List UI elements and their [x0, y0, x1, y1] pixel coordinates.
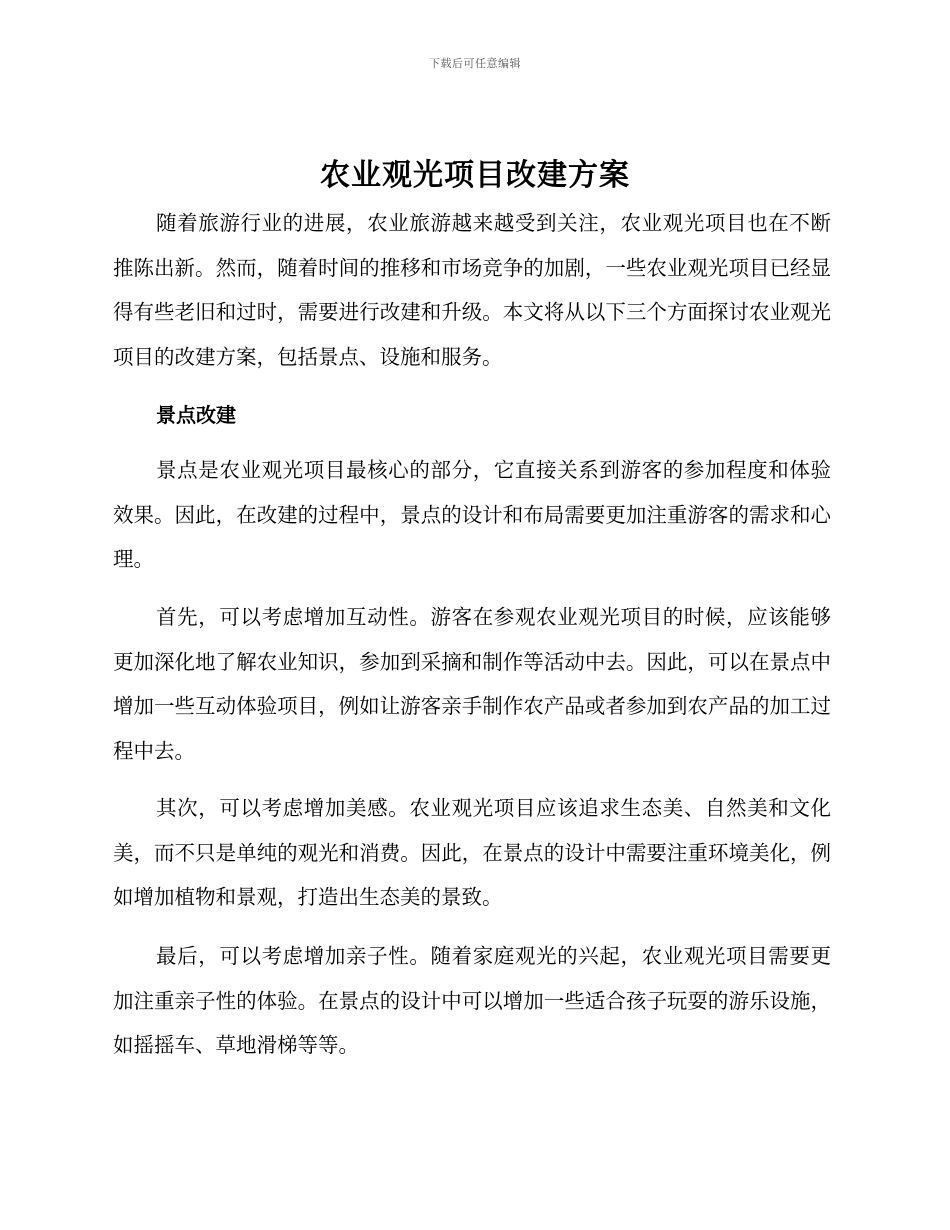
section-heading: 景点改建: [156, 403, 236, 427]
paragraph: 首先，可以考虑增加互动性。游客在参观农业观光项目的时候，应该能够更加深化地了解农业知识，参加到采摘和制作等活动中去。因此，可以在景点中增加一些互动体验项目，例如让游客亲手制作农产品或者参加到农产品的加工过程中去。: [113, 605, 831, 763]
paragraph: 景点是农业观光项目最核心的部分，它直接关系到游客的参加程度和体验效果。因此，在改建的过程中，景点的设计和布局需要更加注重游客的需求和心理。: [113, 458, 831, 571]
document-title: 农业观光项目改建方案: [320, 158, 630, 193]
paragraph: 其次，可以考虑增加美感。农业观光项目应该追求生态美、自然美和文化美，而不只是单纯的观光和消费。因此，在景点的设计中需要注重环境美化，例如增加植物和景观，打造出生态美的景致。: [113, 796, 831, 909]
paragraph: 最后，可以考虑增加亲子性。随着家庭观光的兴起，农业观光项目需要更加注重亲子性的体验。在景点的设计中可以增加一些适合孩子玩耍的游乐设施，如摇摇车、草地滑梯等等。: [113, 944, 831, 1057]
intro-paragraph: 随着旅游行业的进展，农业旅游越来越受到关注，农业观光项目也在不断推陈出新。然而，随着时间的推移和市场竞争的加剧，一些农业观光项目已经显得有些老旧和过时，需要进行改建和升级。本文将从以下三个方面探讨农业观光项目的改建方案，包括景点、设施和服务。: [113, 211, 831, 369]
header-note: 下载后可任意编辑: [429, 57, 521, 70]
